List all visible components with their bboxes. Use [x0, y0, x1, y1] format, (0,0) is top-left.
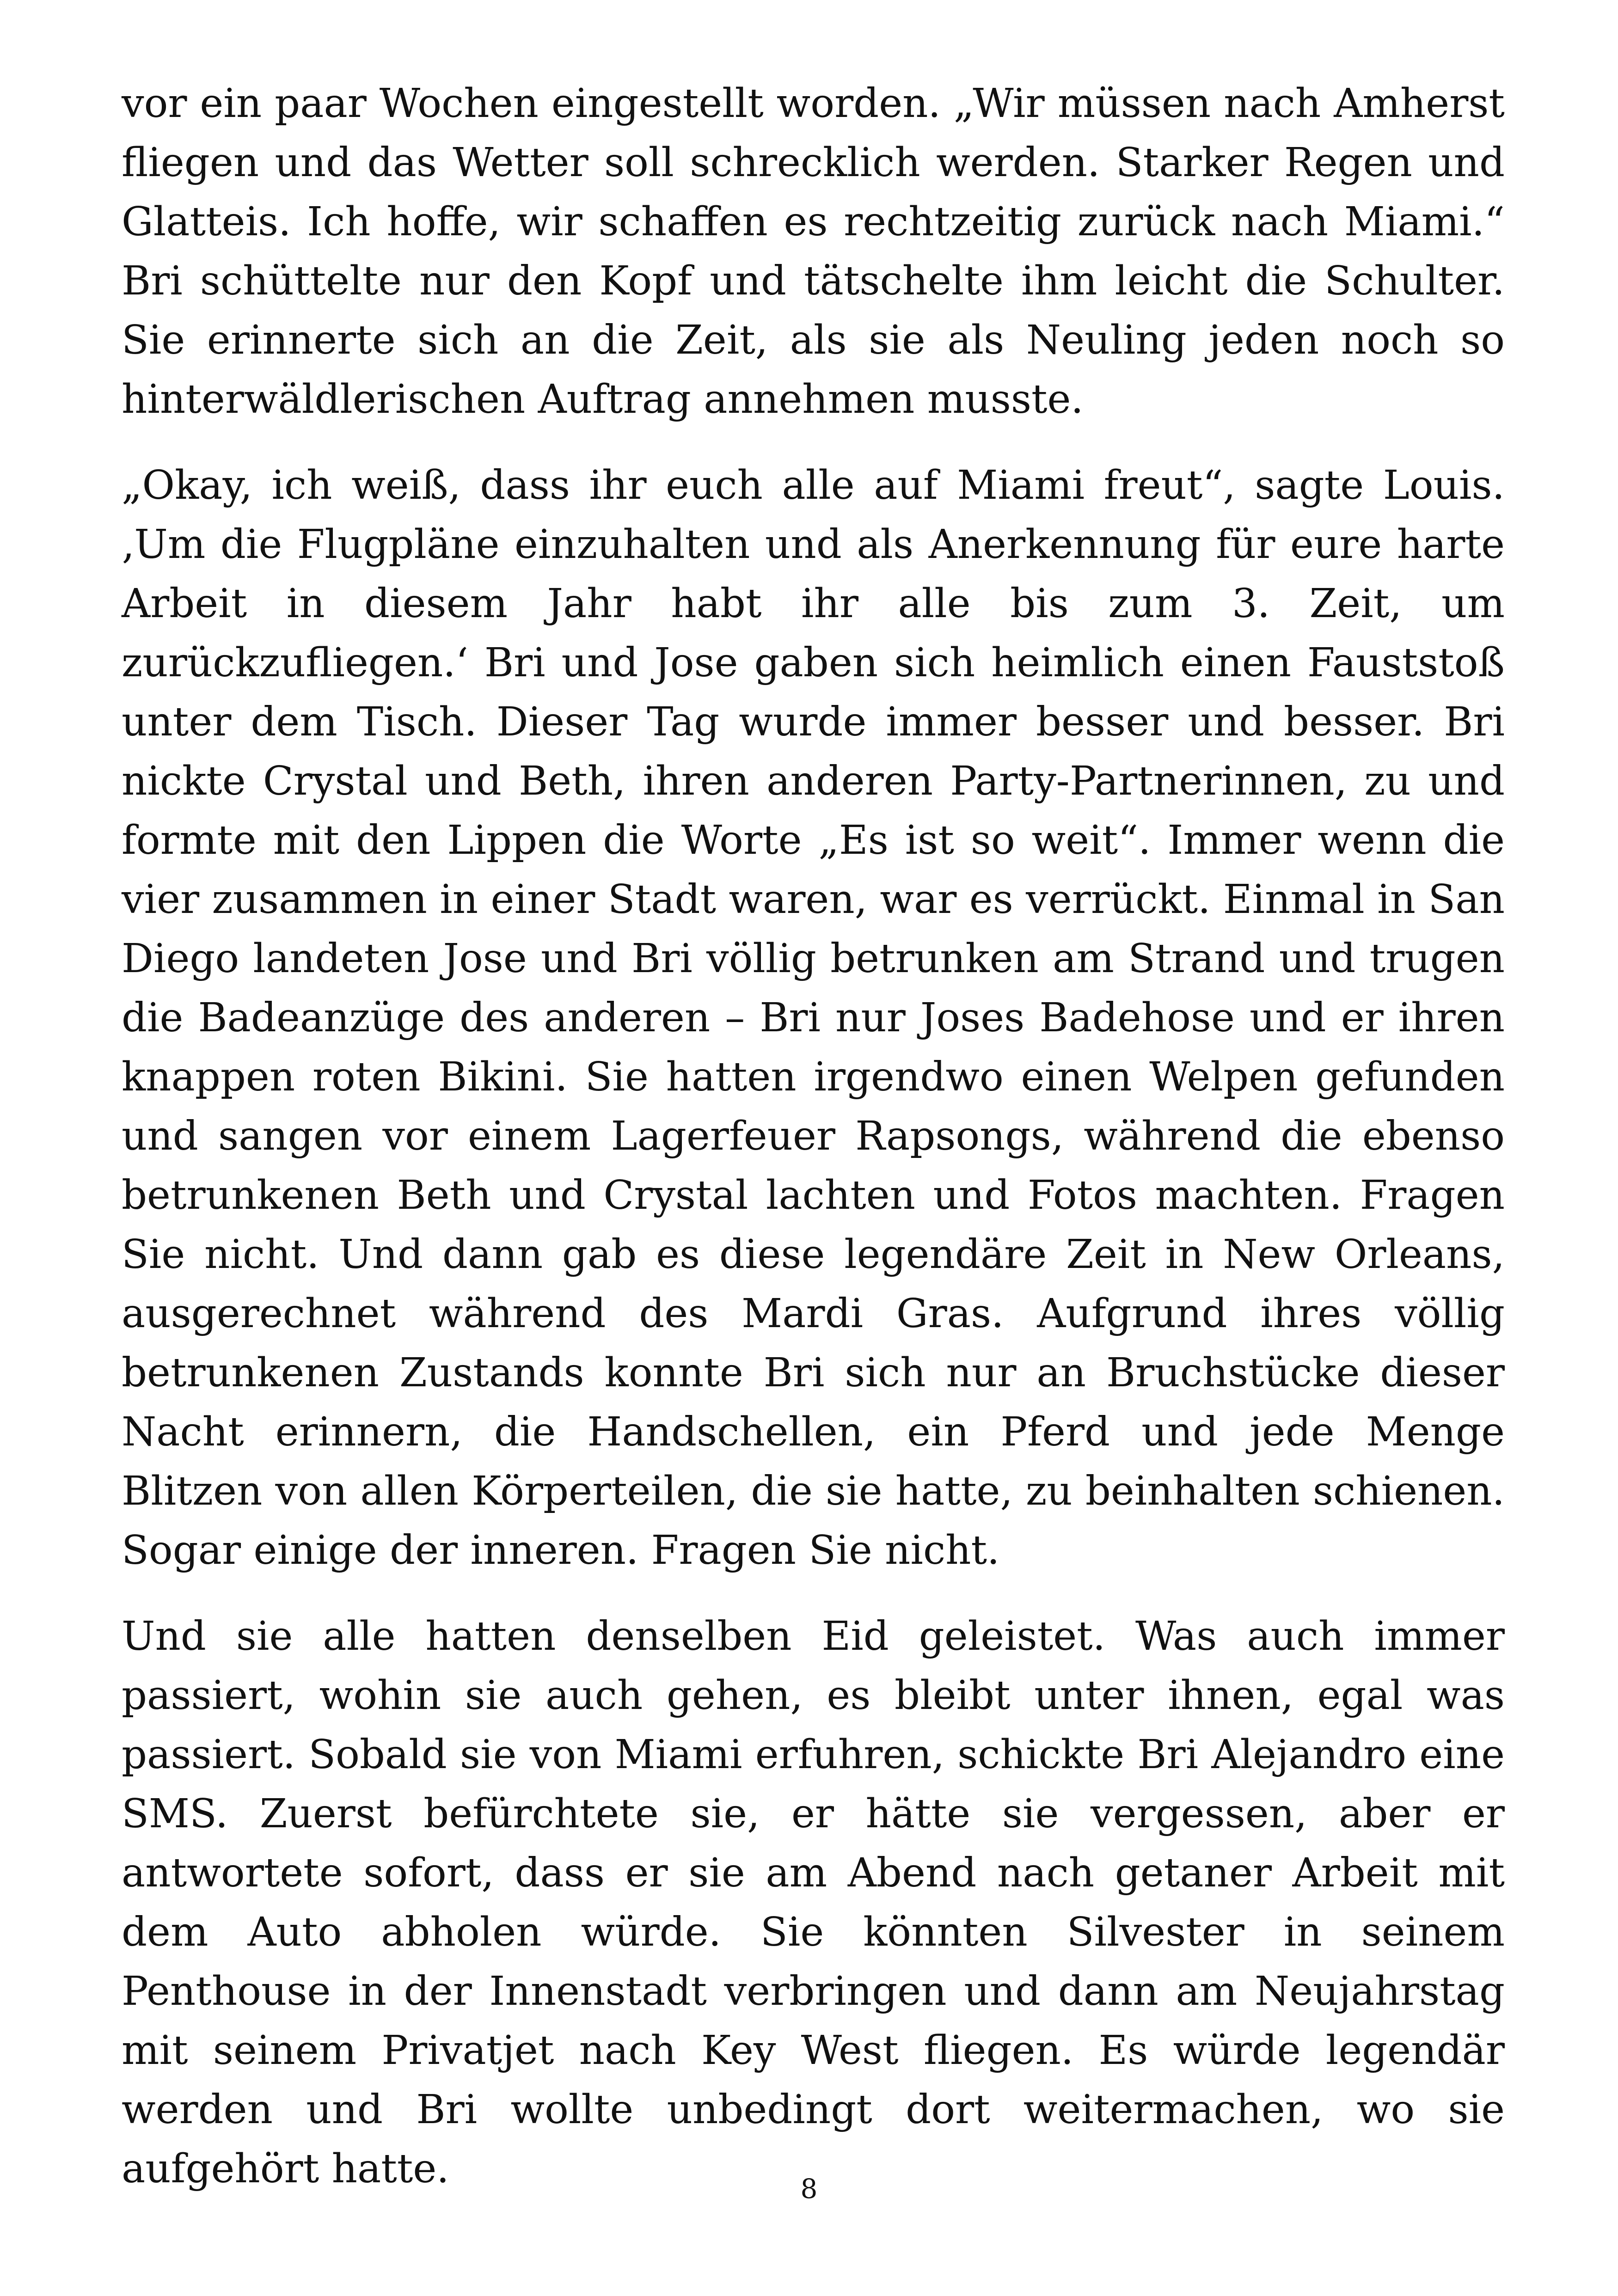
page-number: 8 — [800, 2173, 818, 2204]
paragraph-3: Und sie alle hatten denselben Eid geleistet. Was auch immer passiert, wohin sie auch gehen, es bleibt unter ihnen, egal was passiert. Sobald sie von Miami erfuhren, schickte Bri Alejandro eine SMS. Zuerst befürchtete sie, er hätte sie vergessen, aber er antwortete sofort, dass er sie am Abend nach getaner Arbeit mit dem Auto abholen würde. Sie könnten Silvester in seinem Penthouse in der Innenstadt verbringen und dann am Neujahrstag mit seinem Privatjet nach Key West fliegen. Es würde legendär werden und Bri wollte unbedingt dort weitermachen, wo sie aufgehört hatte. — [122, 1613, 1505, 2192]
page-body — [122, 74, 1505, 2225]
paragraph-2: „Okay, ich weiß, dass ihr euch alle auf Miami freut“, sagte Louis. ‚Um die Flugpläne einzuhalten und als Anerkennung für eure harte Arbeit in diesem Jahr habt ihr alle bis zum 3. Zeit, um zurückzufliegen.‘ Bri und Jose gaben sich heimlich einen Fauststoß unter dem Tisch. Dieser Tag wurde immer besser und besser. Bri nickte Crystal und Beth, ihren anderen Party-Partnerinnen, zu und formte mit den Lippen die Worte „Es ist so weit“. Immer wenn die vier zusammen in einer Stadt waren, war es verrückt. Einmal in San Diego landeten Jose und Bri völlig betrunken am Strand und trugen die Badeanzüge des anderen – Bri nur Joses Badehose und er ihren knappen roten Bikini. Sie hatten irgendwo einen Welpen gefunden und sangen vor einem Lagerfeuer Rapsongs, während die ebenso betrunkenen Beth und Crystal lachten und Fotos machten. Fragen Sie nicht. Und dann gab es diese legendäre Zeit in New Orleans, ausgerechnet während des Mardi Gras. Aufgrund ihres völlig betrunkenen Zustands konnte Bri sich nur an Bruchstücke dieser Nacht erinnern, die Handschellen, ein Pferd und jede Menge Blitzen von allen Körperteilen, die sie hatte, zu beinhalten schienen. Sogar einige der inneren. Fragen Sie nicht. — [122, 462, 1505, 1574]
paragraph-1: vor ein paar Wochen eingestellt worden. „Wir müssen nach Amherst fliegen und das Wetter soll schrecklich werden. Starker Regen und Glatteis. Ich hoffe, wir schaffen es rechtzeitig zurück nach Miami.“ Bri schüttelte nur den Kopf und tätschelte ihm leicht die Schulter. Sie erinnerte sich an die Zeit, als sie als Neuling jeden noch so hinterwäldlerischen Auftrag annehmen musste. — [122, 80, 1505, 422]
